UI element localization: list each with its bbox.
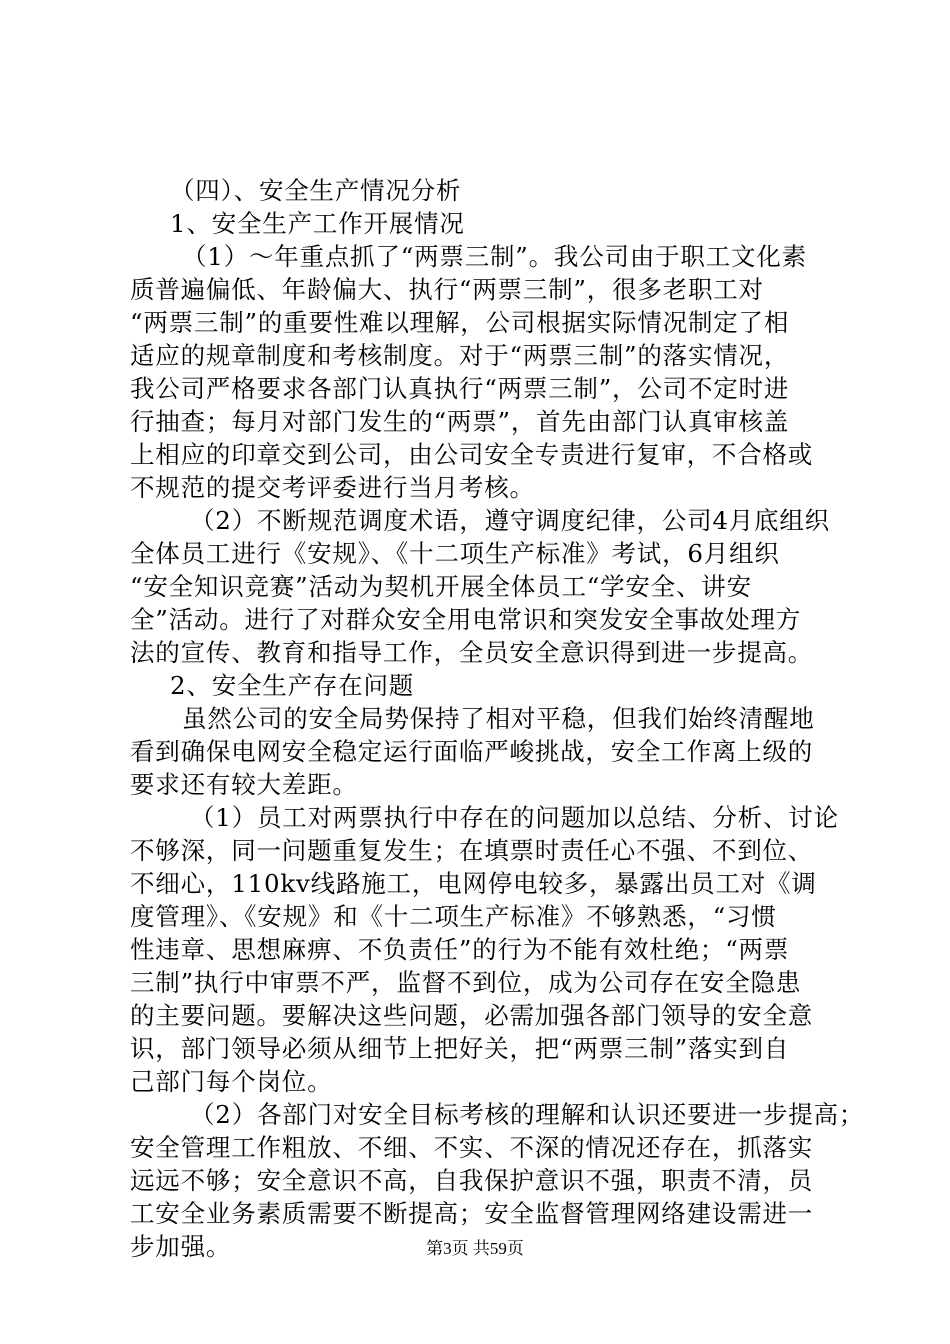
- paragraph-line: 要求还有较大差距。: [130, 770, 358, 799]
- paragraph-line: 己部门每个岗位。: [130, 1067, 333, 1096]
- paragraph-line: 不规范的提交考评委进行当月考核。: [130, 473, 535, 502]
- paragraph-line: 看到确保电网安全稳定运行面临严峻挑战，安全工作离上级的: [130, 737, 814, 766]
- paragraph-line: （1）员工对两票执行中存在的问题加以总结、分析、讨论: [190, 803, 839, 832]
- paragraph-line: “两票三制”的重要性难以理解，公司根据实际情况制定了相: [130, 308, 790, 337]
- paragraph-line: （2）不断规范调度术语，遵守调度纪律，公司4月底组织: [190, 506, 830, 535]
- paragraph-line: 识，部门领导必须从细节上把好关，把“两票三制”落实到自: [130, 1034, 790, 1063]
- paragraph-line: 质普遍偏低、年龄偏大、执行“两票三制”，很多老职工对: [130, 275, 764, 304]
- subsection-heading: 2、安全生产存在问题: [170, 671, 415, 700]
- paragraph-line: 适应的规章制度和考核制度。对于“两票三制”的落实情况，: [130, 341, 790, 370]
- paragraph-line: 安全管理工作粗放、不细、不实、不深的情况还存在，抓落实: [130, 1133, 814, 1162]
- paragraph-line: 我公司严格要求各部门认真执行“两票三制”，公司不定时进: [130, 374, 790, 403]
- paragraph-line: 虽然公司的安全局势保持了相对平稳，但我们始终清醒地: [182, 704, 815, 733]
- paragraph-line: 全”活动。进行了对群众安全用电常识和突发安全事故处理方: [130, 605, 802, 634]
- paragraph-line: 性违章、思想麻痹、不负责任”的行为不能有效杜绝；“两票: [130, 935, 790, 964]
- document-body: [130, 174, 865, 1263]
- paragraph-line: （2）各部门对安全目标考核的理解和认识还要进一步提高；: [190, 1100, 865, 1129]
- paragraph-line: 工安全业务素质需要不断提高；安全监督管理网络建设需进一: [130, 1199, 814, 1228]
- page-number-footer: 第3页 共59页: [426, 1239, 524, 1258]
- paragraph-line: 全体员工进行《安规》、《十二项生产标准》考试，6月组织: [130, 539, 780, 568]
- paragraph-line: “安全知识竞赛”活动为契机开展全体员工“学安全、讲安: [130, 572, 752, 601]
- paragraph-line: 远远不够；安全意识不高，自我保护意识不强，职责不清，员: [130, 1166, 814, 1195]
- paragraph-line: 不够深，同一问题重复发生；在填票时责任心不强、不到位、: [130, 836, 814, 865]
- paragraph-line: 的主要问题。要解决这些问题，必需加强各部门领导的安全意: [130, 1001, 814, 1030]
- paragraph-line: 法的宣传、教育和指导工作，全员安全意识得到进一步提高。: [130, 638, 814, 667]
- paragraph-line: 步加强。: [130, 1232, 232, 1261]
- paragraph-line: （1）～年重点抓了“两票三制”。我公司由于职工文化素: [182, 242, 807, 271]
- subsection-heading: 1、安全生产工作开展情况: [170, 209, 465, 238]
- section-heading: （四）、安全生产情况分析: [170, 176, 462, 205]
- paragraph-line: 上相应的印章交到公司，由公司安全专责进行复审，不合格或: [130, 440, 814, 469]
- paragraph-line: 不细心，110kv线路施工，电网停电较多，暴露出员工对《调: [130, 869, 817, 898]
- paragraph-line: 度管理》、《安规》和《十二项生产标准》不够熟悉，“习惯: [130, 902, 777, 931]
- paragraph-line: 三制”执行中审票不严，监督不到位，成为公司存在安全隐患: [130, 968, 802, 997]
- paragraph-line: 行抽查；每月对部门发生的“两票”，首先由部门认真审核盖: [130, 407, 790, 436]
